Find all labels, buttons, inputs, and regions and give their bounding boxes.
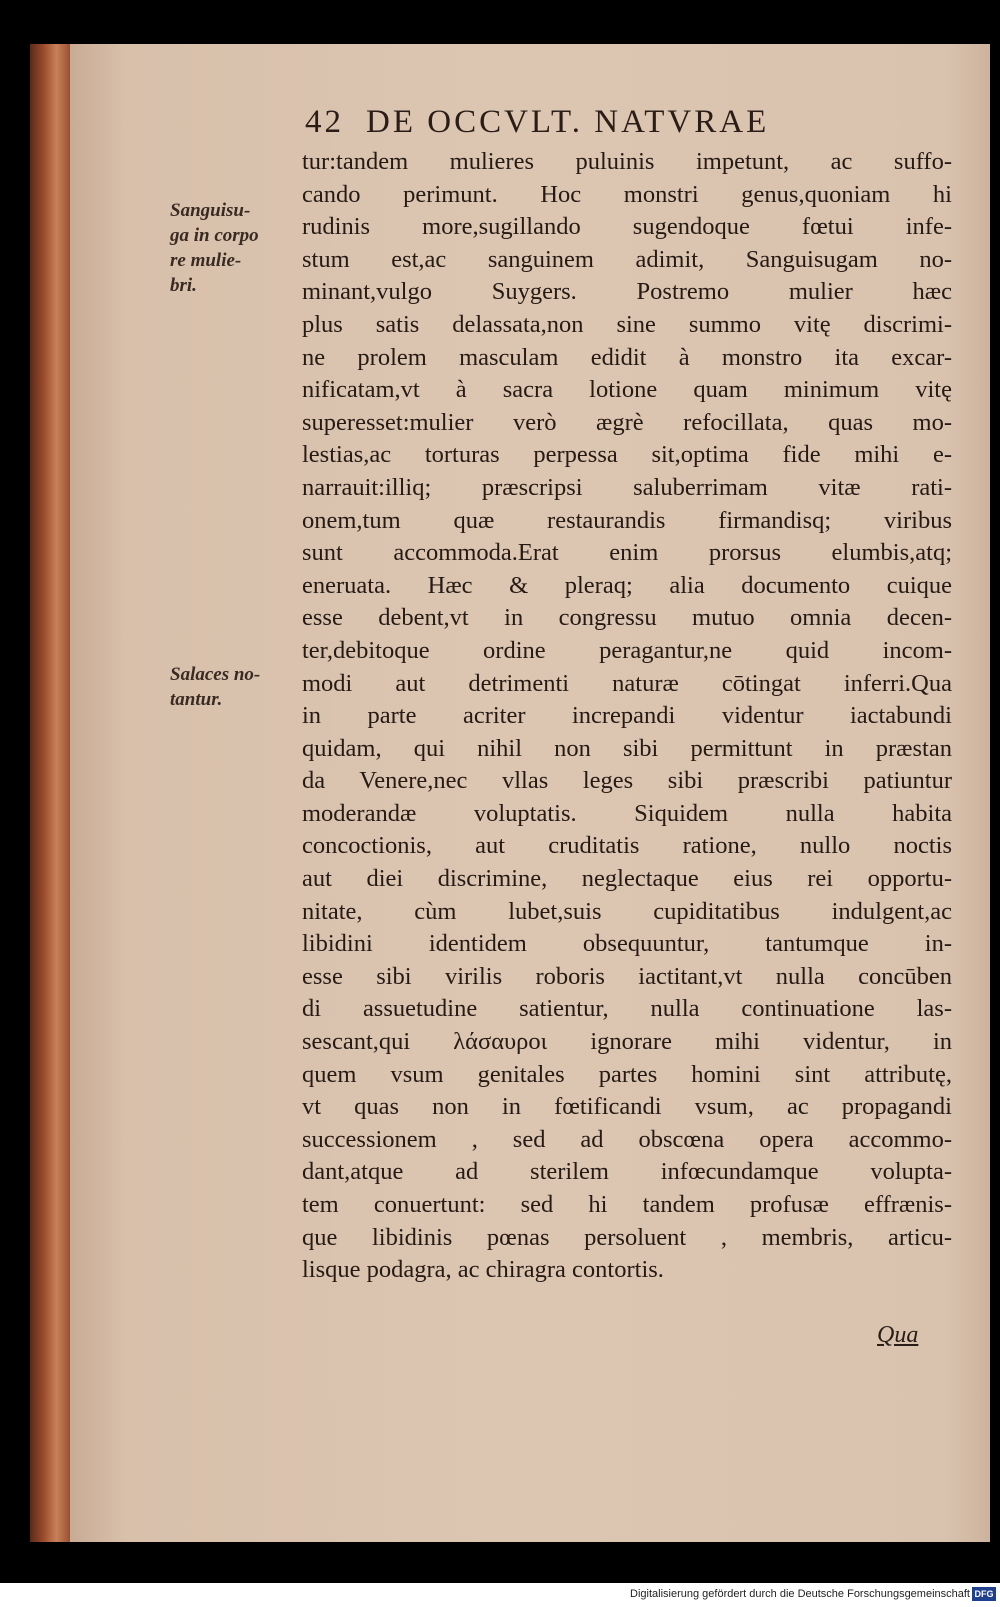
running-title: DE OCCVLT. NATVRAE — [366, 104, 770, 140]
margin-note-salaces — [170, 662, 305, 712]
text-line: da Venere,nec vllas leges sibi præscribi patiuntur — [302, 767, 952, 795]
running-header — [305, 104, 925, 141]
dfg-logo-icon: DFG — [972, 1587, 996, 1601]
text-line: onem,tum quæ restaurandis firmandisq; viribus — [302, 506, 952, 534]
text-line: rudinis more,sugillando sugendoque fœtui infe- — [302, 213, 952, 241]
text-line: in parte acriter increpandi videntur iactabundi — [302, 702, 952, 730]
catchword: Qua — [877, 1322, 919, 1348]
footer-credit: Digitalisierung gefördert durch die Deutsche Forschungsgemeinschaft — [630, 1588, 970, 1600]
text-line: quem vsum genitales partes homini sint attributę, — [302, 1060, 952, 1088]
text-line: vt quas non in fœtificandi vsum, ac propagandi — [302, 1093, 952, 1121]
text-line: modi aut detrimenti naturæ cōtingat inferri.Qua — [302, 669, 952, 697]
text-line: plus satis delassata,non sine summo vitę discrimi- — [302, 310, 952, 338]
margin-note-line: ga in corpo — [170, 225, 259, 246]
margin-note-line: Sanguisu- — [170, 200, 251, 221]
text-line: esse sibi virilis roboris iactitant,vt nulla concūben — [302, 962, 952, 990]
text-line: successionem , sed ad obscœna opera accommo- — [302, 1125, 952, 1153]
text-line: dant,atque ad sterilem infœcundamque volupta- — [302, 1158, 952, 1186]
margin-note-line: tantur. — [170, 689, 223, 710]
margin-note-sanguisuga — [170, 198, 305, 298]
margin-note-line: Salaces no- — [170, 664, 261, 685]
text-line: quidam, qui nihil non sibi permittunt in præstan — [302, 734, 952, 762]
text-line: concoctionis, aut cruditatis ratione, nullo noctis — [302, 832, 952, 860]
text-line: lestias,ac torturas perpessa sit,optima fide mihi e- — [302, 441, 952, 469]
text-line: superesset:mulier verò ægrè refocillata, quas mo- — [302, 408, 952, 436]
text-line: libidini identidem obsequuntur, tantumque in- — [302, 930, 952, 958]
text-line: eneruata. Hæc & pleraq; alia documento cuique — [302, 571, 952, 599]
text-line: cando perimunt. Hoc monstri genus,quoniam hi — [302, 180, 952, 208]
text-line: tem conuertunt: sed hi tandem profusæ effrænis- — [302, 1191, 952, 1218]
text-line: stum est,ac sanguinem adimit, Sanguisugam no- — [302, 245, 952, 273]
margin-note-line: bri. — [170, 275, 197, 296]
text-line: di assuetudine satientur, nulla continuatione las- — [302, 995, 952, 1023]
text-line: sunt accommoda.Erat enim prorsus elumbis,atq; — [302, 539, 952, 567]
body-text — [302, 146, 952, 1287]
book-edge — [30, 44, 74, 1542]
text-line: tur:tandem mulieres puluinis impetunt, ac suffo- — [302, 148, 952, 175]
text-line: lisque podagra, ac chiragra contortis. — [302, 1256, 664, 1284]
page-number: 42 — [305, 104, 344, 140]
text-line: sescant,qui λάσαυροι ignorare mihi videntur, in — [302, 1028, 952, 1056]
text-line: nitate, cùm lubet,suis cupiditatibus indulgent,ac — [302, 897, 952, 925]
text-line: ter,debitoque ordine peragantur,ne quid incom- — [302, 636, 952, 664]
margin-note-line: re mulie- — [170, 250, 242, 271]
text-line: nificatam,vt à sacra lotione quam minimum vitę — [302, 376, 952, 404]
text-line: moderandæ voluptatis. Siquidem nulla habita — [302, 799, 952, 827]
text-line: que libidinis pœnas persoluent , membris, articu- — [302, 1223, 952, 1251]
text-line: aut diei discrimine, neglectaque eius rei opportu- — [302, 865, 952, 893]
text-line: narrauit:illiq; præscripsi saluberrimam vitæ rati- — [302, 473, 952, 501]
text-line: esse debent,vt in congressu mutuo omnia decen- — [302, 604, 952, 632]
text-line: minant,vulgo Suygers. Postremo mulier hæc — [302, 278, 952, 306]
text-line: ne prolem masculam edidit à monstro ita excar- — [302, 343, 952, 371]
